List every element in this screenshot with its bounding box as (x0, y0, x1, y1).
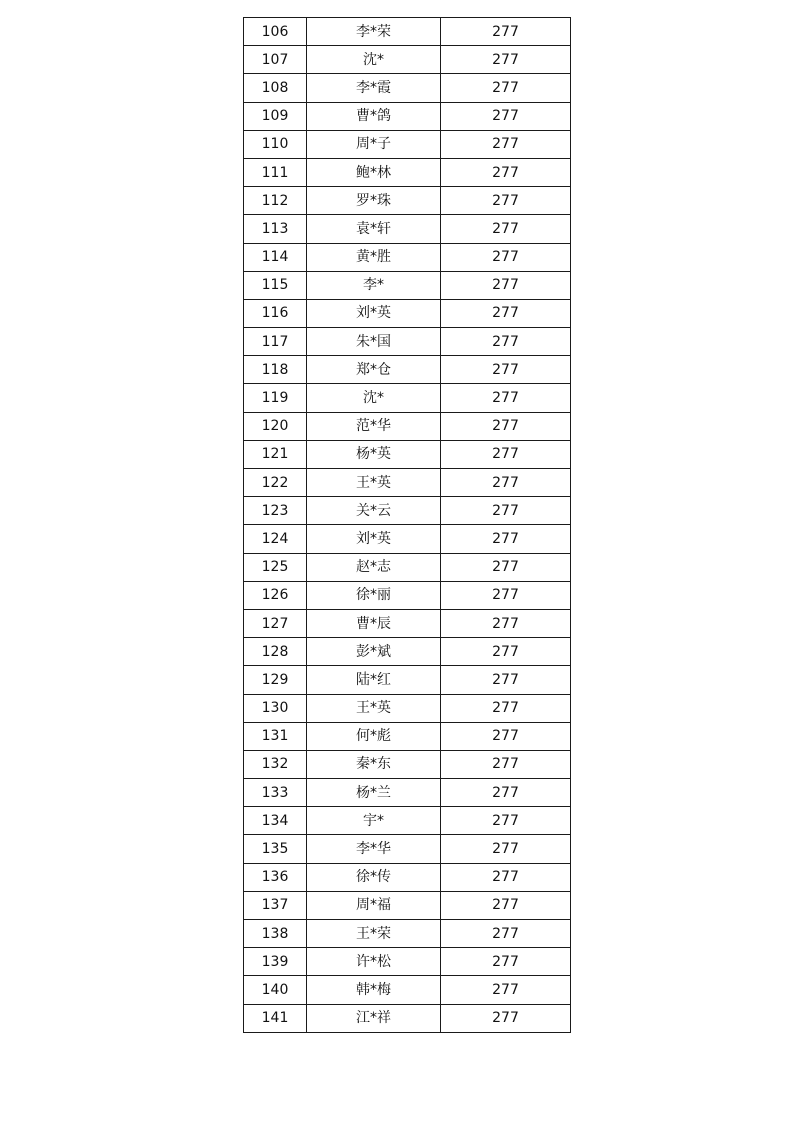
name-cell: 周*子 (307, 130, 441, 158)
row-number-cell: 122 (244, 469, 307, 497)
table-row (244, 581, 571, 609)
row-number-cell: 136 (244, 863, 307, 891)
score-cell: 277 (441, 638, 571, 666)
table-row (244, 891, 571, 919)
table-row (244, 130, 571, 158)
row-number-cell: 141 (244, 1004, 307, 1032)
row-number-cell: 121 (244, 440, 307, 468)
table-row (244, 779, 571, 807)
row-number-cell: 129 (244, 666, 307, 694)
score-cell: 277 (441, 750, 571, 778)
score-cell: 277 (441, 581, 571, 609)
score-cell: 277 (441, 74, 571, 102)
row-number-cell: 127 (244, 609, 307, 637)
table-row (244, 215, 571, 243)
row-number-cell: 110 (244, 130, 307, 158)
name-cell: 宇* (307, 807, 441, 835)
row-number-cell: 123 (244, 497, 307, 525)
score-cell: 277 (441, 863, 571, 891)
row-number-cell: 134 (244, 807, 307, 835)
name-cell: 罗*珠 (307, 187, 441, 215)
table-row (244, 384, 571, 412)
name-cell: 沈* (307, 46, 441, 74)
table-row (244, 299, 571, 327)
row-number-cell: 124 (244, 525, 307, 553)
row-number-cell: 126 (244, 581, 307, 609)
table-row (244, 412, 571, 440)
row-number-cell: 133 (244, 779, 307, 807)
row-number-cell: 108 (244, 74, 307, 102)
table-row (244, 976, 571, 1004)
row-number-cell: 131 (244, 722, 307, 750)
row-number-cell: 107 (244, 46, 307, 74)
table-row (244, 187, 571, 215)
table-row (244, 666, 571, 694)
row-number-cell: 135 (244, 835, 307, 863)
table-row (244, 158, 571, 186)
name-cell: 李* (307, 271, 441, 299)
row-number-cell: 132 (244, 750, 307, 778)
score-cell: 277 (441, 722, 571, 750)
name-cell: 郑*仓 (307, 356, 441, 384)
score-cell: 277 (441, 497, 571, 525)
table-row (244, 694, 571, 722)
table-row (244, 948, 571, 976)
name-cell: 秦*东 (307, 750, 441, 778)
score-cell: 277 (441, 356, 571, 384)
table-row (244, 609, 571, 637)
score-cell: 277 (441, 130, 571, 158)
score-cell: 277 (441, 384, 571, 412)
name-cell: 彭*斌 (307, 638, 441, 666)
score-cell: 277 (441, 158, 571, 186)
name-cell: 曹*鸽 (307, 102, 441, 130)
score-cell: 277 (441, 469, 571, 497)
name-cell: 陆*红 (307, 666, 441, 694)
name-cell: 李*华 (307, 835, 441, 863)
score-cell: 277 (441, 525, 571, 553)
table-row (244, 920, 571, 948)
row-number-cell: 116 (244, 299, 307, 327)
table-row (244, 722, 571, 750)
table-row (244, 1004, 571, 1032)
score-cell: 277 (441, 1004, 571, 1032)
row-number-cell: 139 (244, 948, 307, 976)
name-cell: 江*祥 (307, 1004, 441, 1032)
score-cell: 277 (441, 553, 571, 581)
row-number-cell: 115 (244, 271, 307, 299)
row-number-cell: 137 (244, 891, 307, 919)
name-cell: 周*福 (307, 891, 441, 919)
name-cell: 朱*国 (307, 328, 441, 356)
name-cell: 李*霞 (307, 74, 441, 102)
table-row (244, 807, 571, 835)
score-cell: 277 (441, 835, 571, 863)
row-number-cell: 117 (244, 328, 307, 356)
score-cell: 277 (441, 609, 571, 637)
score-cell: 277 (441, 46, 571, 74)
row-number-cell: 128 (244, 638, 307, 666)
table-row (244, 46, 571, 74)
row-number-cell: 112 (244, 187, 307, 215)
name-cell: 曹*辰 (307, 609, 441, 637)
score-cell: 277 (441, 976, 571, 1004)
table-row (244, 638, 571, 666)
score-cell: 277 (441, 694, 571, 722)
table-row (244, 18, 571, 46)
table-row (244, 863, 571, 891)
row-number-cell: 125 (244, 553, 307, 581)
score-cell: 277 (441, 779, 571, 807)
score-cell: 277 (441, 412, 571, 440)
row-number-cell: 113 (244, 215, 307, 243)
name-cell: 关*云 (307, 497, 441, 525)
name-cell: 沈* (307, 384, 441, 412)
score-cell: 277 (441, 948, 571, 976)
score-cell: 277 (441, 102, 571, 130)
score-cell: 277 (441, 299, 571, 327)
row-number-cell: 111 (244, 158, 307, 186)
name-cell: 鲍*林 (307, 158, 441, 186)
row-number-cell: 119 (244, 384, 307, 412)
score-cell: 277 (441, 328, 571, 356)
name-cell: 黄*胜 (307, 243, 441, 271)
row-number-cell: 130 (244, 694, 307, 722)
name-cell: 韩*梅 (307, 976, 441, 1004)
table-row (244, 102, 571, 130)
score-cell: 277 (441, 187, 571, 215)
table-row (244, 525, 571, 553)
name-cell: 杨*英 (307, 440, 441, 468)
table-row (244, 356, 571, 384)
results-table (243, 17, 571, 1033)
row-number-cell: 109 (244, 102, 307, 130)
row-number-cell: 118 (244, 356, 307, 384)
table-row (244, 835, 571, 863)
name-cell: 袁*轩 (307, 215, 441, 243)
table-row (244, 750, 571, 778)
name-cell: 许*松 (307, 948, 441, 976)
row-number-cell: 120 (244, 412, 307, 440)
name-cell: 李*荣 (307, 18, 441, 46)
score-cell: 277 (441, 666, 571, 694)
results-table-body (244, 18, 571, 1033)
table-row (244, 440, 571, 468)
name-cell: 王*英 (307, 469, 441, 497)
row-number-cell: 106 (244, 18, 307, 46)
name-cell: 王*英 (307, 694, 441, 722)
score-cell: 277 (441, 215, 571, 243)
row-number-cell: 140 (244, 976, 307, 1004)
row-number-cell: 138 (244, 920, 307, 948)
name-cell: 赵*志 (307, 553, 441, 581)
score-cell: 277 (441, 440, 571, 468)
name-cell: 何*彪 (307, 722, 441, 750)
row-number-cell: 114 (244, 243, 307, 271)
table-row (244, 497, 571, 525)
name-cell: 范*华 (307, 412, 441, 440)
table-row (244, 328, 571, 356)
table-row (244, 74, 571, 102)
name-cell: 刘*英 (307, 525, 441, 553)
score-cell: 277 (441, 243, 571, 271)
score-cell: 277 (441, 807, 571, 835)
table-row (244, 271, 571, 299)
name-cell: 徐*丽 (307, 581, 441, 609)
name-cell: 杨*兰 (307, 779, 441, 807)
score-cell: 277 (441, 271, 571, 299)
table-row (244, 553, 571, 581)
name-cell: 王*荣 (307, 920, 441, 948)
score-cell: 277 (441, 18, 571, 46)
score-cell: 277 (441, 891, 571, 919)
table-row (244, 243, 571, 271)
name-cell: 徐*传 (307, 863, 441, 891)
name-cell: 刘*英 (307, 299, 441, 327)
score-cell: 277 (441, 920, 571, 948)
results-sheet (243, 17, 571, 1033)
table-row (244, 469, 571, 497)
